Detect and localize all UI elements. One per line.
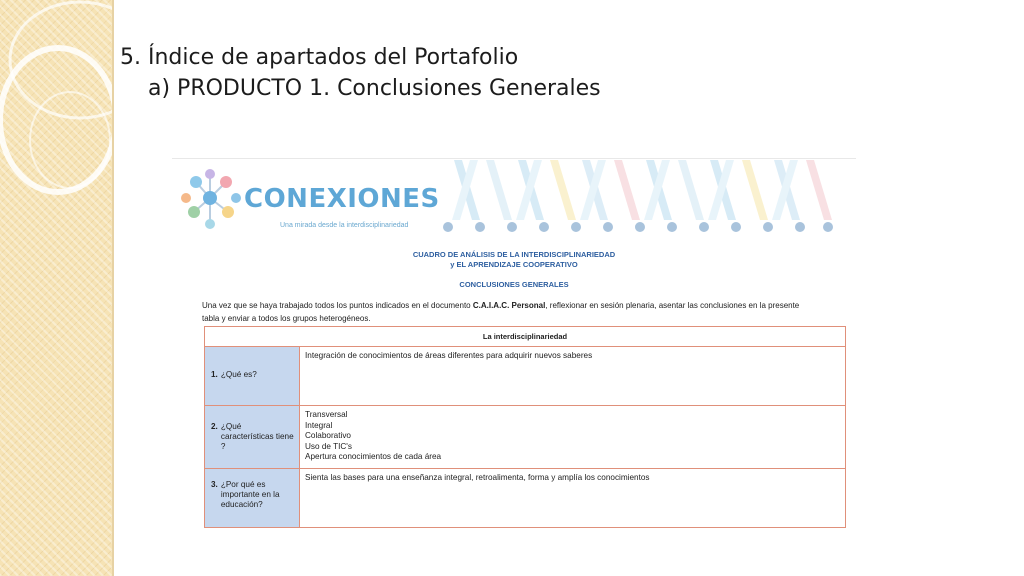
- question-cell: [205, 406, 300, 469]
- question-number: 2.: [211, 422, 218, 431]
- slide-title: [120, 42, 601, 104]
- intro-paragraph: [202, 299, 812, 325]
- answer-cell: [300, 469, 846, 528]
- answer-line: Colaborativo: [305, 431, 351, 440]
- ring-decoration-icon: [0, 0, 112, 576]
- answer-line: Transversal: [305, 410, 348, 419]
- answer-line: Sienta las bases para una enseñanza integral, retroalimenta, forma y amplía los conocimientos: [305, 473, 650, 482]
- brand-tagline: Una mirada desde la interdisciplinariedad: [280, 222, 409, 229]
- embedded-document: [172, 156, 856, 528]
- question-text: ¿Qué es?: [220, 370, 257, 379]
- conexiones-logo: [180, 166, 440, 232]
- answer-cell: [300, 406, 846, 469]
- intro-text-1: Una vez que se haya trabajado todos los puntos indicados en el documento: [202, 301, 473, 310]
- title-line-2: a) PRODUCTO 1. Conclusiones Generales: [148, 76, 601, 101]
- question-number: 3.: [211, 480, 218, 489]
- question-cell: [205, 347, 300, 406]
- table-row: [205, 347, 846, 406]
- answer-line: Integral: [305, 420, 333, 430]
- title-line-1: 5. Índice de apartados del Portafolio: [120, 45, 519, 70]
- answer-line: Integración de conocimientos de áreas diferentes para adquirir nuevos saberes: [305, 351, 593, 360]
- doc-heading-1: CUADRO DE ANÁLISIS DE LA INTERDISCIPLINARIEDAD: [412, 250, 616, 259]
- question-text: ¿Qué características tiene ?: [220, 422, 294, 451]
- intro-text-2: , reflexionar en sesión plenaria, asentar las conclusiones en la presente tabla y enviar a todos los grupos heterogéneos.: [202, 301, 800, 323]
- question-text: ¿Por qué es importante en la educación?: [220, 480, 280, 509]
- answer-cell: [300, 347, 846, 406]
- stripe-banner-icon: [440, 158, 840, 238]
- question-cell: [205, 469, 300, 528]
- brand-name: CONEXIONES: [244, 184, 440, 214]
- doc-heading-2: y EL APRENDIZAJE COOPERATIVO: [450, 260, 578, 269]
- doc-heading-3: CONCLUSIONES GENERALES: [459, 280, 569, 289]
- intro-bold-text: C.A.I.A.C. Personal: [472, 301, 546, 310]
- table-row: [205, 406, 846, 469]
- conclusions-table: [204, 326, 846, 528]
- answer-line: Uso de TIC's: [305, 441, 352, 451]
- table-row: [205, 469, 846, 528]
- table-header: La interdisciplinariedad: [205, 327, 846, 347]
- decorative-side-band: [0, 0, 114, 576]
- question-number: 1.: [211, 370, 218, 379]
- answer-line: Apertura conocimientos de cada área: [305, 452, 442, 461]
- molecule-logo-icon: [180, 166, 250, 232]
